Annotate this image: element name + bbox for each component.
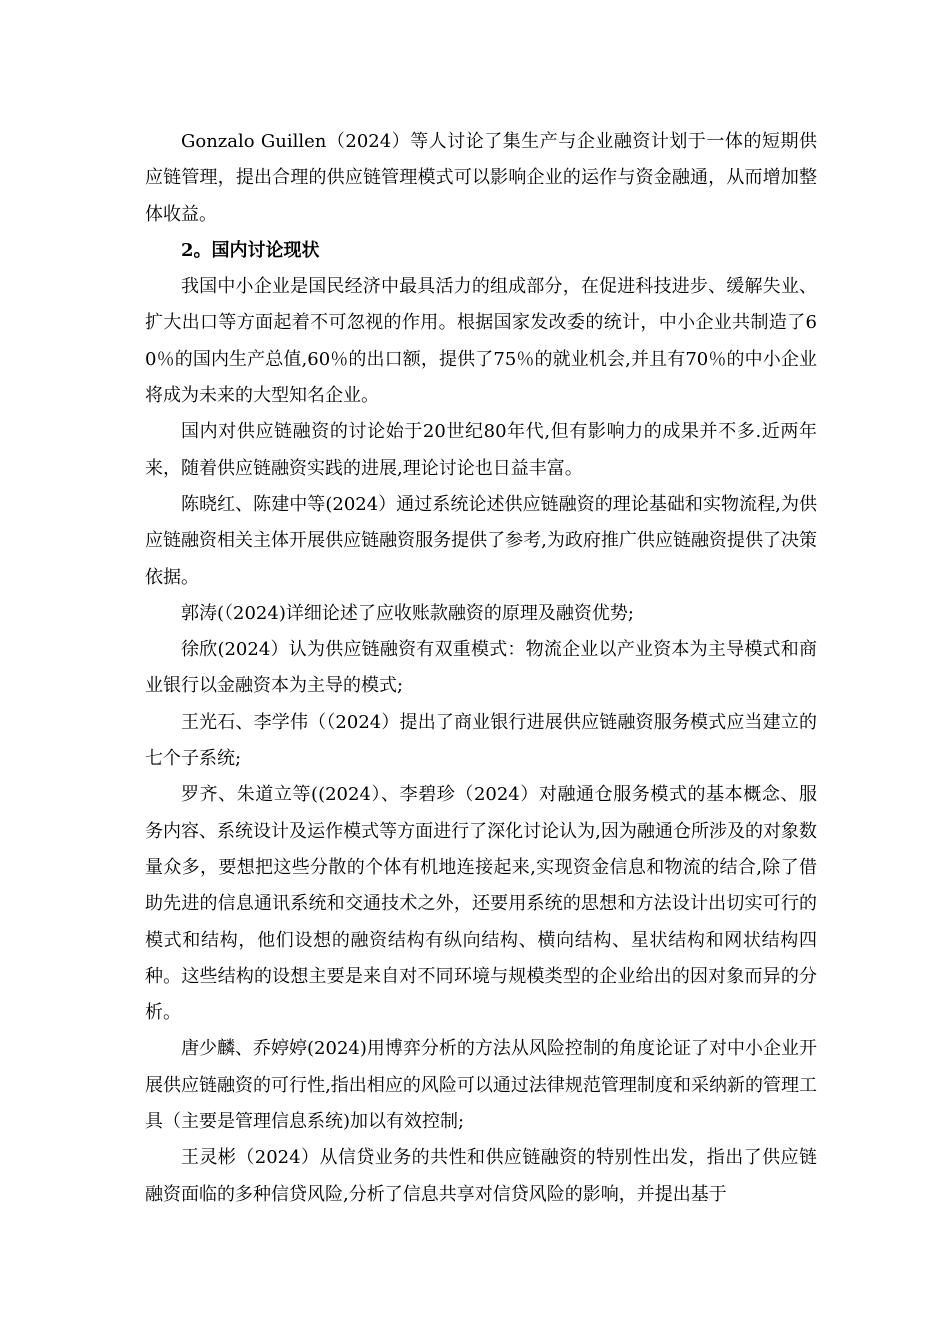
paragraph-wang-guangshi: 王光石、李学伟（（2024）提出了商业银行进展供应链融资服务模式应当建立的七个子系统; (145, 711, 817, 770)
paragraph-tang-shaolin: 唐少麟、乔婷婷(2024)用博弈分析的方法从风险控制的角度论证了对中小企业开展供应链融资的可行性,指出相应的风险可以通过法律规范管理制度和采纳新的管理工具（主要是管理信息系统)加以有效控制; (145, 1038, 817, 1133)
section-heading-domestic-research: 2。国内讨论现状 (181, 239, 320, 261)
paragraph-chen-xiaohong: 陈晓红、陈建中等(2024）通过系统论述供应链融资的理论基础和实物流程,为供应链融资相关主体开展供应链融资服务提供了参考,为政府推广供应链融资提供了决策依据。 (145, 493, 817, 588)
paragraph-luo-qi: 罗齐、朱道立等((2024）、李碧珍（2024）对融通仓服务模式的基本概念、服务内容、系统设计及运作模式等方面进行了深化讨论认为,因为融通仓所涉及的对象数量众多，要想把这些分散的个体有机地连接起来,实现资金信息和物流的结合,除了借助先进的信息通讯系统和交通技术之外，还要用系统的思想和方法设计出切实可行的模式和结构，他们设想的融资结构有纵向结构、横向结构、星状结构和网状结构四种。这些结构的设想主要是来自对不同环境与规模类型的企业给出的因对象而异的分析。 (145, 784, 817, 1024)
paragraph-international-research: Gonzalo Guillen（2024）等人讨论了集生产与企业融资计划于一体的短期供应链管理，提出合理的供应链管理模式可以影响企业的运作与资金融通，从而增加整体收益。 (145, 131, 817, 225)
document-page (145, 124, 817, 1213)
paragraph-domestic-history: 国内对供应链融资的讨论始于20世纪80年代,但有影响力的成果并不多.近两年来，随着供应链融资实践的进展,理论讨论也日益丰富。 (145, 421, 817, 479)
paragraph-xu-xin: 徐欣(2024）认为供应链融资有双重模式：物流企业以产业资本为主导模式和商业银行以金融资本为主导的模式; (145, 639, 817, 697)
paragraph-wang-lingbin: 王灵彬（2024）从信贷业务的共性和供应链融资的特别性出发，指出了供应链融资面临的多种信贷风险,分析了信息共享对信贷风险的影响，并提出基于 (145, 1147, 817, 1205)
paragraph-sme-overview: 我国中小企业是国民经济中最具活力的组成部分，在促进科技进步、缓解失业、扩大出口等方面起着不可忽视的作用。根据国家发改委的统计，中小企业共制造了60％的国内生产总值,60％的出口额，提供了75％的就业机会,并且有70％的中小企业将成为未来的大型知名企业。 (145, 276, 817, 407)
paragraph-guo-tao: 郭涛(（2024)详细论述了应收账款融资的原理及融资优势; (181, 602, 634, 624)
